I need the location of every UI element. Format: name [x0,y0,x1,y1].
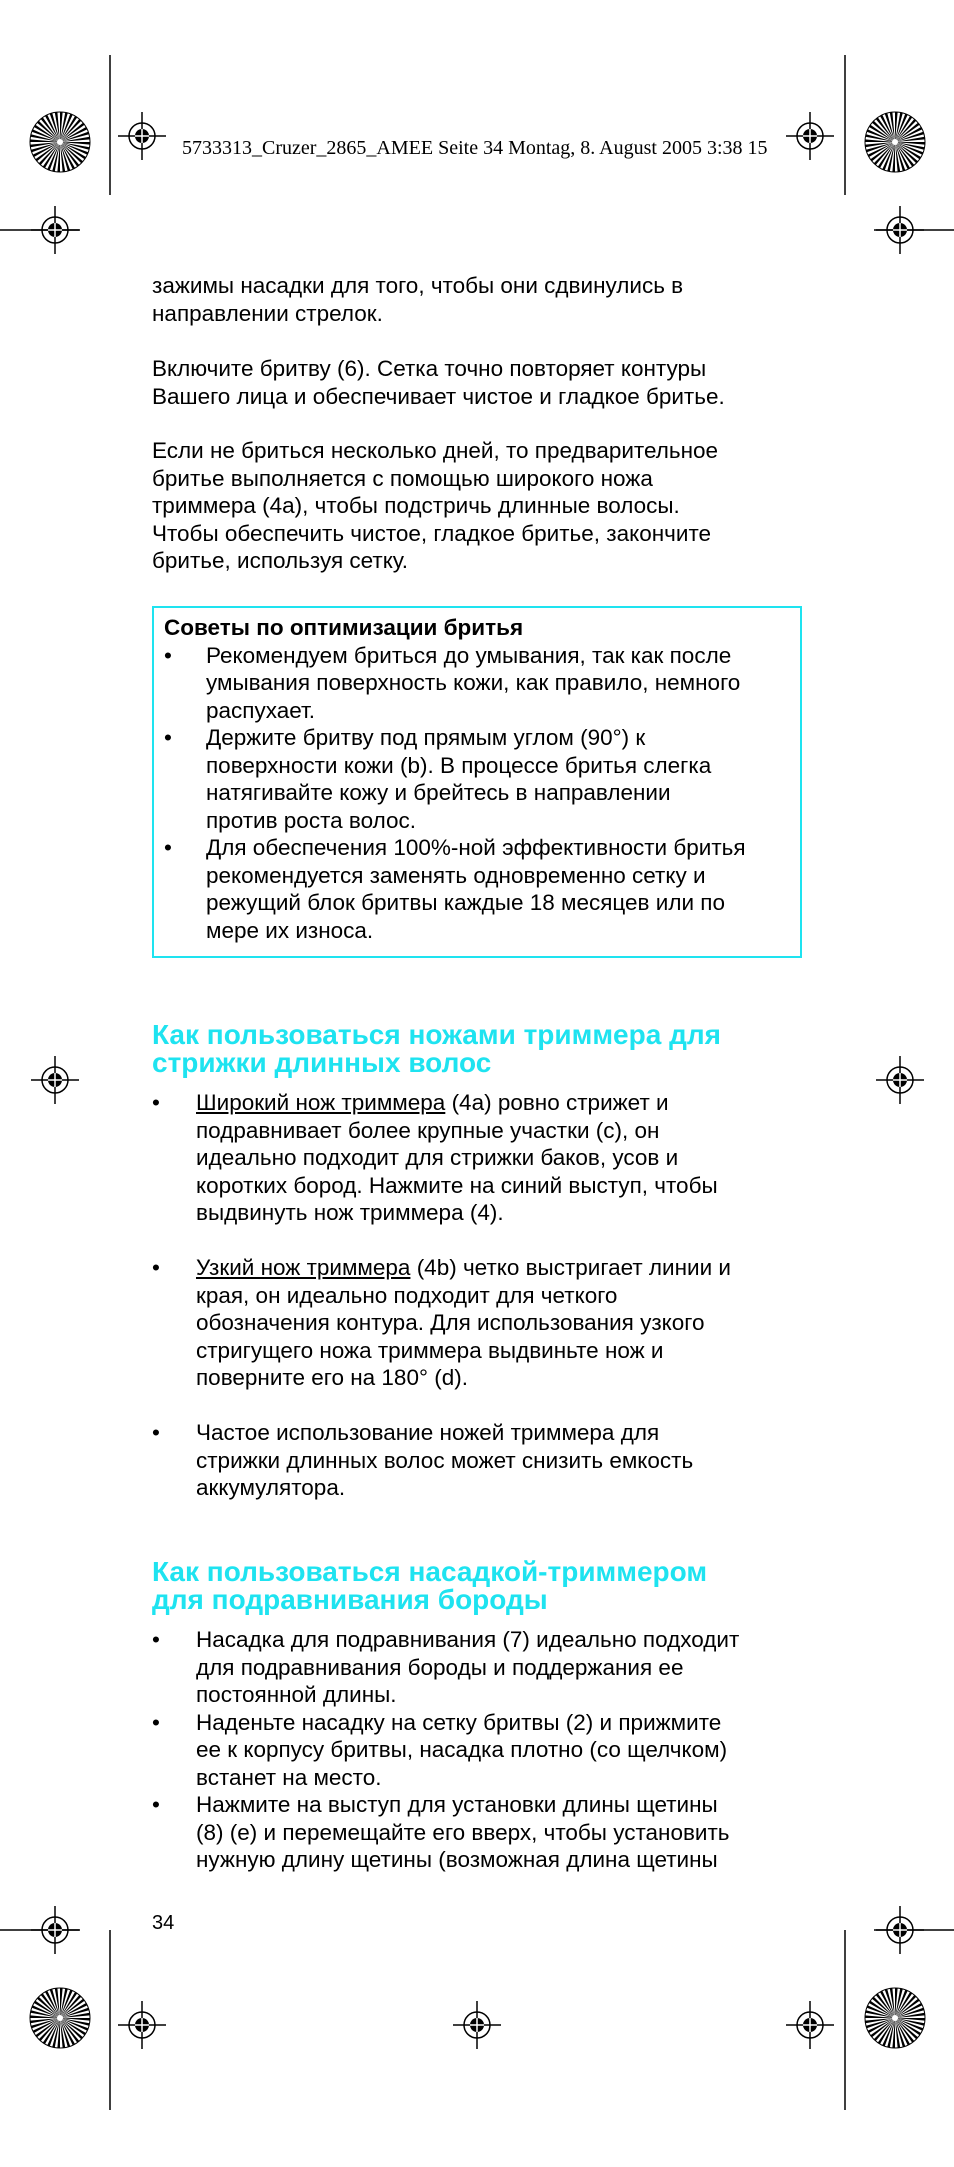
sunburst-mark-br [865,1988,925,2048]
bullet: • [164,725,172,750]
section-heading-trimmer: Как пользоваться ножами триммера для стрижки длинных волос [152,1019,721,1078]
beard-list [152,1626,812,1874]
intro-paragraph-1: зажимы насадки для того, чтобы они сдвинулись в направлении стрелок. [152,273,684,326]
bullet: • [164,835,172,860]
list-item [152,1089,812,1227]
registration-mark-bottom-left [118,2001,166,2049]
list-item [164,642,790,725]
item-text: Частое использование ножей триммера для стрижки длинных волос может снизить емкость аккумулятора. [196,1420,694,1500]
list-item [152,1254,812,1392]
registration-mark-right-mid [876,1056,924,1104]
tip-text: Для обеспечения 100%-ной эффективности бритья рекомендуется заменять одновременно сетку и режущий блок бритвы каждые 18 месяцев или по мере их износа. [206,835,746,943]
intro-paragraph-2: Включите бритву (6). Сетка точно повторяет контуры Вашего лица и обеспечивает чистое и гладкое бритье. [152,356,725,409]
bullet: • [152,1090,160,1115]
registration-mark-bottom-right [786,2001,834,2049]
item-text: (4a) ровно стрижет и подравнивает более крупные участки (c), он идеально подходит для стрижки баков, усов и коротких бород. Нажмите на синий выступ, чтобы выдвинуть нож триммера (4). [196,1090,718,1225]
tip-text: Держите бритву под прямым углом (90°) к поверхности кожи (b). В процессе бритья слегка натягивайте кожу и брейтесь в направлении против роста волос. [206,725,712,833]
list-item [164,834,790,944]
list-item [152,1626,812,1709]
section-heading-beard: Как пользоваться насадкой-триммером для подравнивания бороды [152,1556,708,1615]
item-text: Наденьте насадку на сетку бритвы (2) и прижмите ее к корпусу бритвы, насадка плотно (со щелчком) встанет на место. [196,1709,728,1790]
bullet: • [152,1255,160,1280]
page-number: 34 [152,1912,175,1934]
term-narrow-trimmer: Узкий нож триммера [196,1255,411,1280]
trimmer-list [152,1089,812,1529]
bullet: • [152,1792,160,1817]
item-text: (4b) четко выстригает линии и края, он идеально подходит для четкого обозначения контура. Для использования узкого стригущего ножа триммера выдвиньте нож и поверните его на 180° (d). [196,1255,731,1390]
tip-text: Рекомендуем бриться до умывания, так как после умывания поверхность кожи, как правило, немного распухает. [206,642,741,723]
bullet: • [152,1420,160,1445]
list-item [152,1419,812,1502]
registration-mark-top-left [118,112,166,160]
term-wide-trimmer: Широкий нож триммера [196,1090,446,1115]
registration-mark-left-top [31,206,79,254]
list-item [152,1709,812,1792]
tips-box [152,606,802,958]
registration-mark-right-top [876,206,924,254]
bullet: • [164,642,172,668]
tips-title: Советы по оптимизации бритья [164,615,524,640]
sunburst-mark-bl [30,1988,90,2048]
item-text: Насадка для подравнивания (7) идеально подходит для подравнивания бороды и поддержания ее постоянной длины. [196,1627,740,1707]
file-info-header: 5733313_Cruzer_2865_AMEE Seite 34 Montag, 8. August 2005 3:38 15 [182,137,768,159]
registration-mark-bottom-center [453,2001,501,2049]
registration-mark-left-mid [31,1056,79,1104]
item-text: Нажмите на выступ для установки длины щетины (8) (e) и перемещайте его вверх, чтобы установить нужную длину щетины (возможная длина щетины [196,1792,730,1872]
bullet: • [152,1709,160,1735]
list-item [152,1791,812,1874]
registration-mark-right-bottom [876,1906,924,1954]
bullet: • [152,1627,160,1652]
registration-mark-top-right [786,112,834,160]
registration-mark-left-bottom [31,1906,79,1954]
list-item [164,724,790,834]
sunburst-mark-tl [30,112,90,172]
sunburst-mark-tr [865,112,925,172]
tips-list [164,642,790,945]
intro-paragraph-3: Если не бриться несколько дней, то предварительное бритье выполняется с помощью широкого ножа триммера (4a), чтобы подстричь длинные волосы. Чтобы обеспечить чистое, гладкое бритье, закончите бритье, используя сетку. [152,438,719,573]
